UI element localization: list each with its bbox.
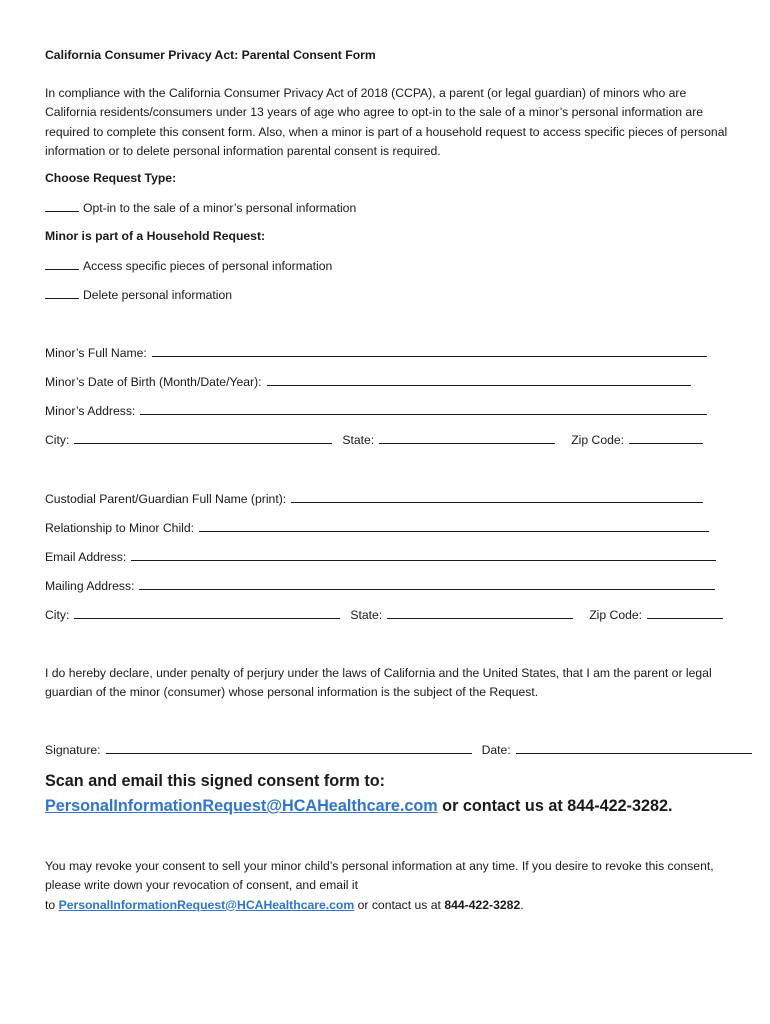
minor-address-label: Minor’s Address:: [45, 404, 136, 418]
form-title: California Consumer Privacy Act: Parental Consent Form: [45, 48, 376, 62]
minor-zip-label: Zip Code:: [571, 433, 625, 447]
guardian-city-label: City:: [45, 608, 70, 622]
revoke-text: You may revoke your consent to sell your minor child’s personal information at any time. If you desire to revoke this consent, please write down your revocation of consent, and email it: [45, 859, 714, 893]
date-label: Date:: [481, 743, 511, 757]
mailing-address-field[interactable]: [139, 577, 715, 590]
scan-instruction: Scan and email this signed consent form to:: [45, 772, 385, 790]
email-row: [45, 548, 716, 566]
guardian-city-state-zip-row: [45, 606, 723, 624]
email-field[interactable]: [131, 548, 716, 561]
email-label: Email Address:: [45, 550, 127, 564]
scan-contact-text: or contact us at 844-422-3282.: [437, 797, 673, 815]
minor-address-row: [45, 402, 707, 420]
minor-zip-field[interactable]: [629, 431, 703, 444]
guardian-zip-field[interactable]: [647, 606, 723, 619]
minor-full-name-row: [45, 344, 707, 362]
guardian-full-name-row: [45, 490, 703, 508]
access-label: Access specific pieces of personal information: [83, 259, 333, 273]
minor-state-field[interactable]: [379, 431, 555, 444]
guardian-full-name-label: Custodial Parent/Guardian Full Name (print):: [45, 492, 287, 506]
mailing-address-row: [45, 577, 715, 595]
signature-row: [45, 741, 752, 759]
delete-option[interactable]: [45, 286, 232, 304]
minor-dob-row: [45, 373, 691, 391]
revoke-phone: 844-422-3282: [444, 897, 521, 912]
opt-in-label: Opt-in to the sale of a minor’s personal information: [83, 201, 357, 215]
minor-full-name-field[interactable]: [152, 344, 707, 357]
minor-city-field[interactable]: [74, 431, 332, 444]
minor-full-name-label: Minor’s Full Name:: [45, 346, 147, 360]
minor-dob-field[interactable]: [267, 373, 691, 386]
relationship-label: Relationship to Minor Child:: [45, 521, 195, 535]
household-request-heading: Minor is part of a Household Request:: [45, 229, 266, 243]
mailing-address-label: Mailing Address:: [45, 579, 135, 593]
delete-label: Delete personal information: [83, 288, 233, 302]
signature-field[interactable]: [106, 741, 472, 754]
guardian-full-name-field[interactable]: [291, 490, 703, 503]
minor-state-label: State:: [342, 433, 375, 447]
declaration-paragraph: I do hereby declare, under penalty of perjury under the laws of California and the United States, that I am the parent or legal guardian of the minor (consumer) whose personal information is the subject of the Request.: [45, 666, 712, 700]
revoke-email-link[interactable]: PersonalInformationRequest@HCAHealthcare.com: [58, 897, 355, 912]
guardian-zip-label: Zip Code:: [589, 608, 643, 622]
revoke-period: .: [520, 897, 524, 912]
minor-city-label: City:: [45, 433, 70, 447]
access-option[interactable]: [45, 257, 332, 275]
email-link[interactable]: PersonalInformationRequest@HCAHealthcare.com: [45, 797, 438, 815]
revoke-to: to: [45, 897, 59, 912]
scan-contact-line: [45, 794, 673, 818]
intro-paragraph: In compliance with the California Consumer Privacy Act of 2018 (CCPA), a parent (or legal guardian) of minors who are California residents/consumers under 13 years of age who agree to opt-in to the sale of a minor’s personal information are required to complete this consent form. Also, when a minor is part of a household request to access specific pieces of personal information or to delete personal information parental consent is required.: [45, 86, 728, 158]
choose-request-type-heading: Choose Request Type:: [45, 171, 177, 185]
signature-label: Signature:: [45, 743, 101, 757]
minor-dob-label: Minor’s Date of Birth (Month/Date/Year):: [45, 375, 262, 389]
minor-address-field[interactable]: [140, 402, 707, 415]
opt-in-blank[interactable]: [45, 199, 79, 212]
guardian-state-label: State:: [350, 608, 383, 622]
minor-city-state-zip-row: [45, 431, 703, 449]
relationship-field[interactable]: [199, 519, 709, 532]
date-field[interactable]: [516, 741, 752, 754]
access-blank[interactable]: [45, 257, 79, 270]
guardian-state-field[interactable]: [387, 606, 573, 619]
opt-in-option[interactable]: [45, 199, 356, 217]
relationship-row: [45, 519, 709, 537]
revoke-paragraph: [45, 857, 735, 915]
revoke-contact-text: or contact us at: [354, 897, 445, 912]
guardian-city-field[interactable]: [74, 606, 340, 619]
delete-blank[interactable]: [45, 286, 79, 299]
